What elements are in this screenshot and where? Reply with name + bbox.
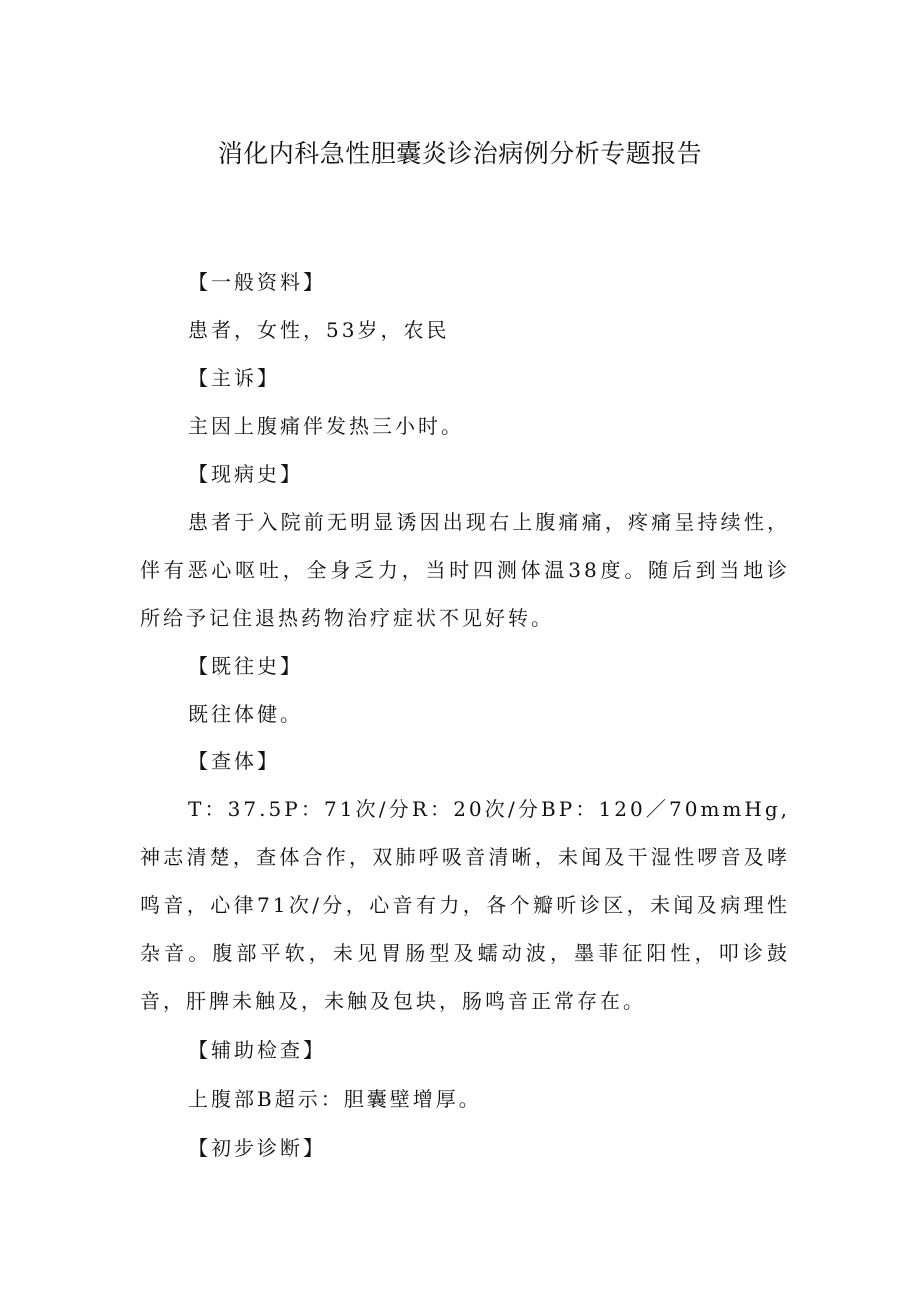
general-info-heading: 【一般资料】 [188, 270, 326, 294]
general-info-text: 患者，女性，53岁，农民 [188, 318, 450, 342]
past-history-heading: 【既往史】 [188, 654, 303, 678]
chief-complaint-heading: 【主诉】 [188, 366, 280, 390]
chief-complaint-text: 主因上腹痛伴发热三小时。 [188, 414, 464, 438]
auxiliary-exam-text: 上腹部B超示：胆囊壁增厚。 [188, 1087, 482, 1111]
present-history-heading: 【现病史】 [188, 462, 303, 486]
past-history-text: 既往体健。 [188, 702, 303, 726]
auxiliary-exam-heading: 【辅助检查】 [188, 1038, 326, 1062]
physical-exam-text: T：37.5P：71次/分R：20次/分BP：120／70mmHg,神志清楚，查体合作，双肺呼吸音清晰，未闻及干湿性啰音及哮鸣音，心律71次/分，心音有力，各个瓣听诊区，未闻及病理性杂音。腹部平软，未见胃肠型及蠕动波，墨菲征阳性，叩诊鼓音，肝脾未触及，未触及包块，肠鸣音正常存在。 [140, 797, 790, 1013]
preliminary-diagnosis-heading: 【初步诊断】 [188, 1136, 326, 1160]
physical-exam-heading: 【查体】 [188, 749, 280, 773]
present-history-text: 患者于入院前无明显诱因出现右上腹痛痛，疼痛呈持续性，伴有恶心呕吐，全身乏力，当时四测体温38度。随后到当地诊所给予记住退热药物治疗症状不见好转。 [140, 510, 790, 630]
document-title: 消化内科急性胆囊炎诊治病例分析专题报告 [217, 139, 703, 168]
